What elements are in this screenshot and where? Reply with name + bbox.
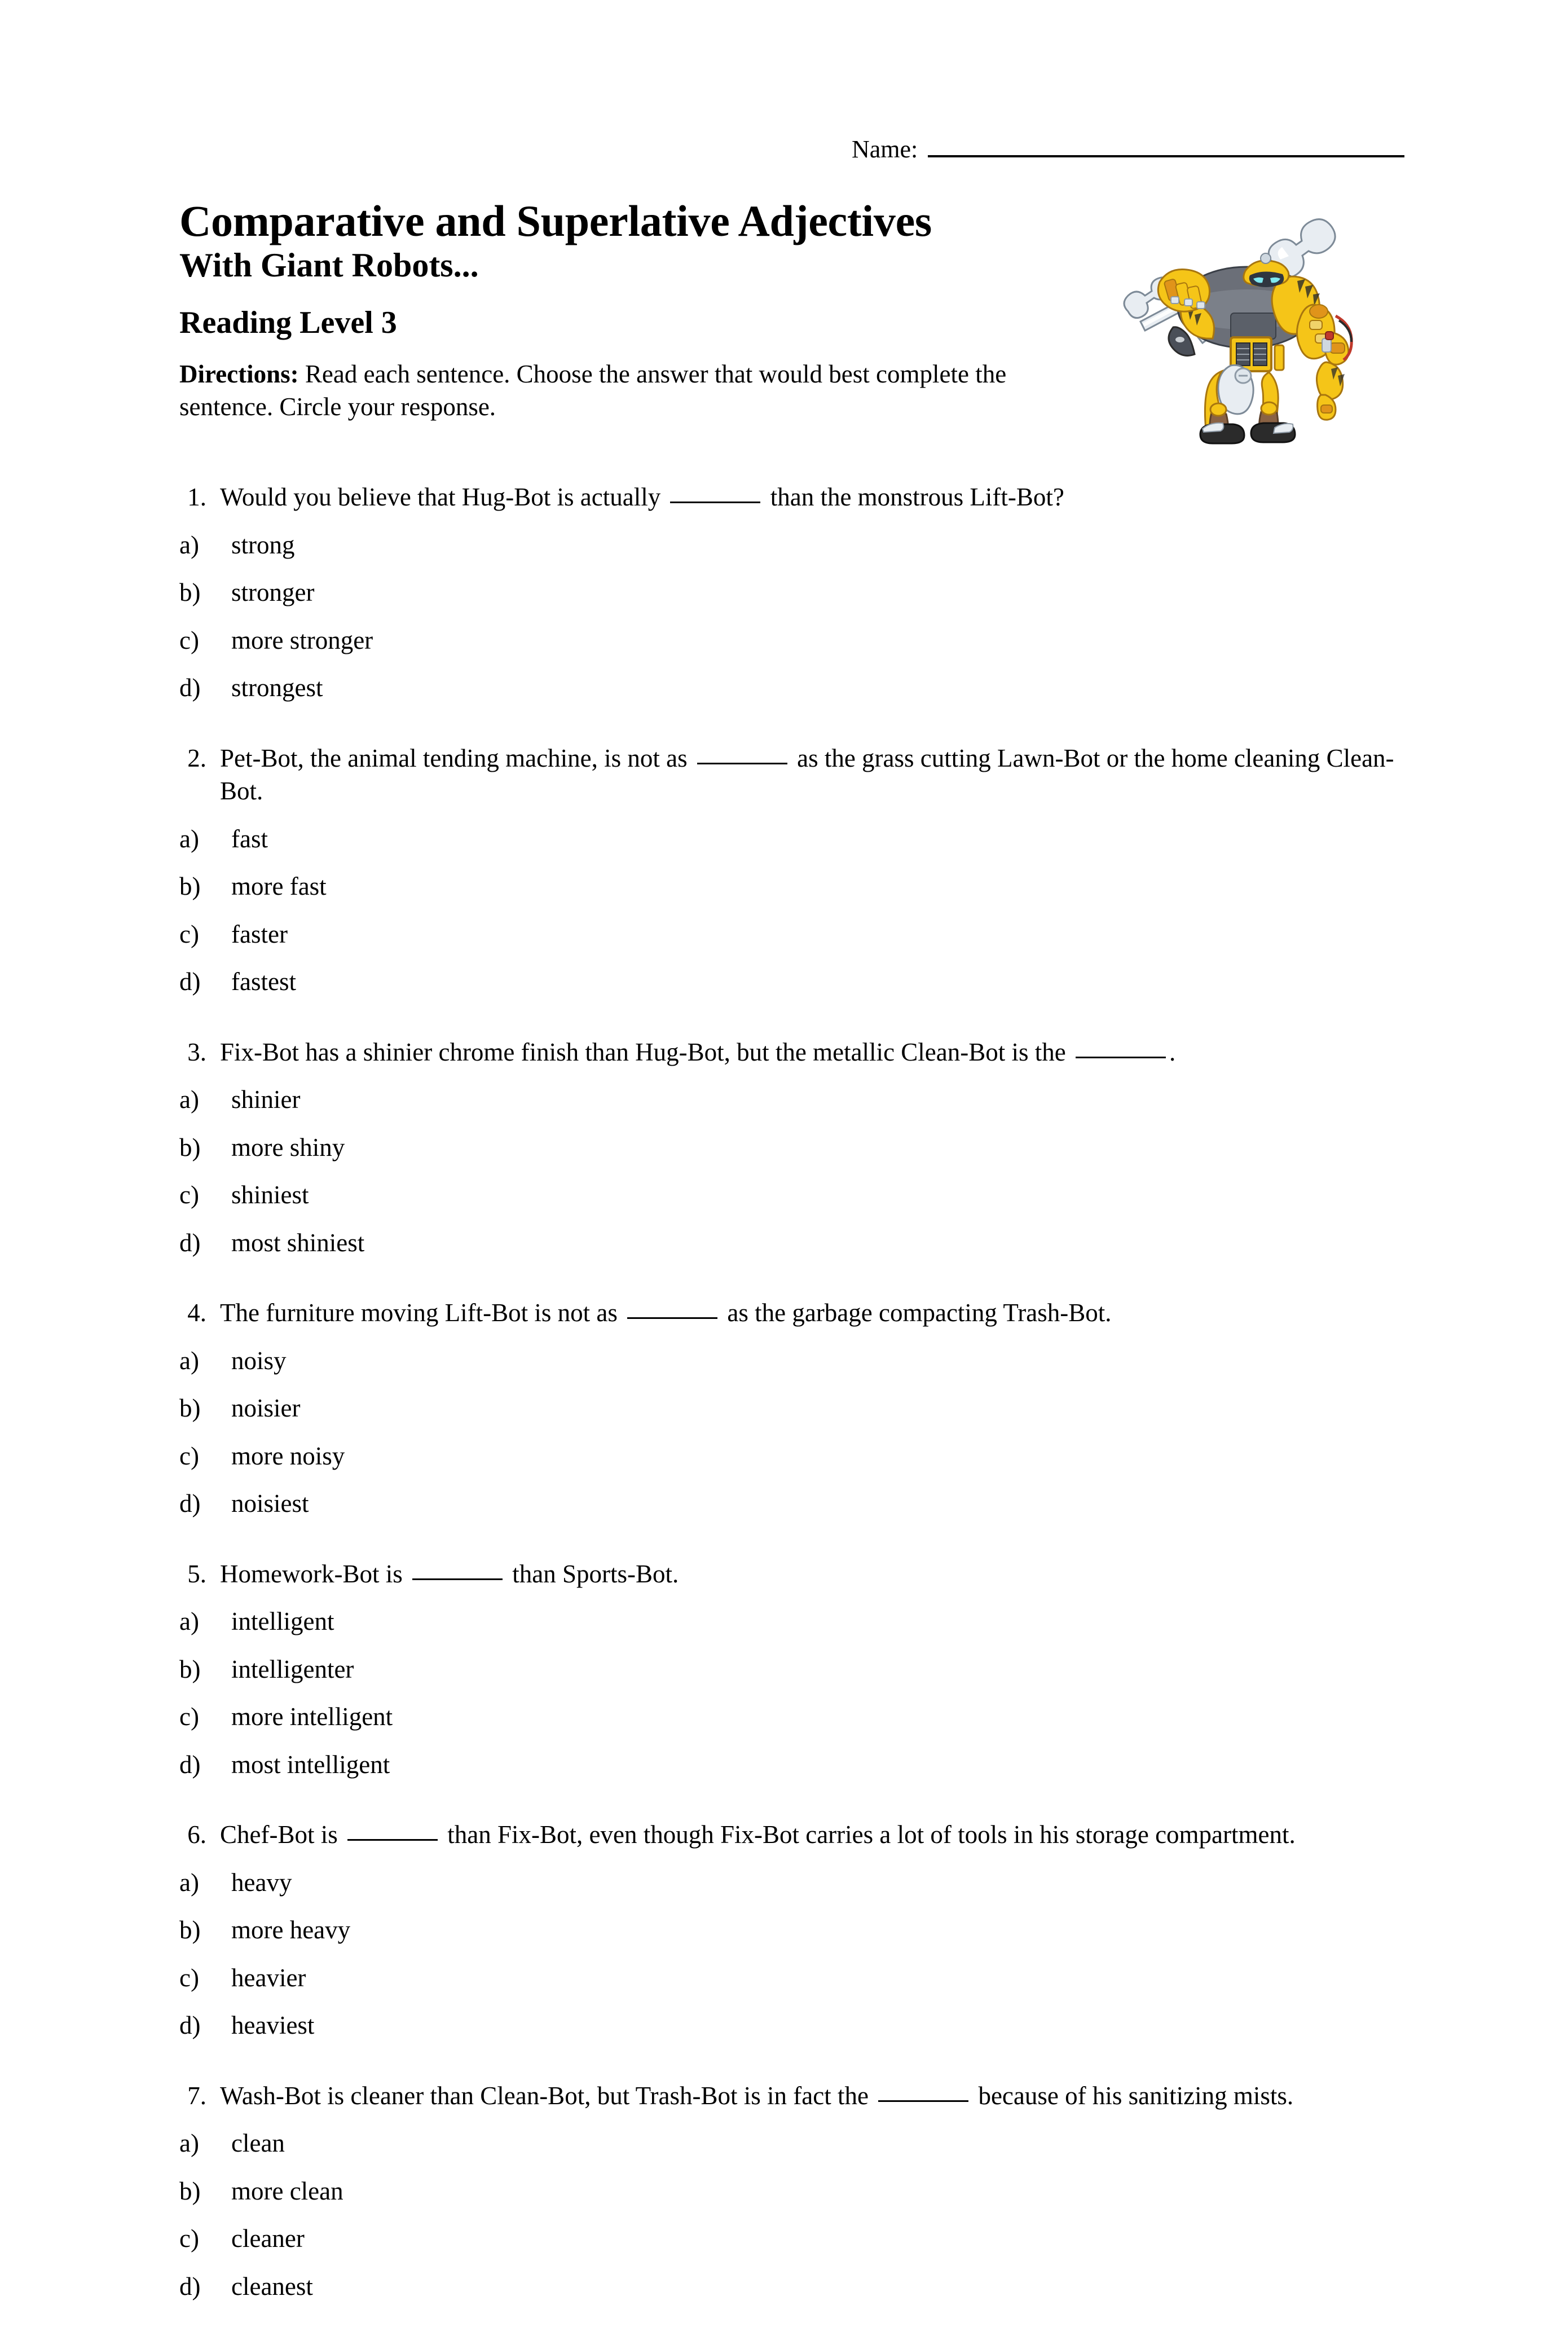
question-text-segment: Homework-Bot is: [220, 1560, 409, 1588]
answer-option[interactable]: [179, 671, 800, 705]
question-text-segment: Pet-Bot, the animal tending machine, is not as: [220, 744, 694, 772]
answer-option[interactable]: [179, 1914, 800, 1947]
question-text-segment: Would you believe that Hug-Bot is actually: [220, 483, 667, 511]
answer-blank[interactable]: [1076, 1057, 1166, 1058]
question-number: 5.: [179, 1558, 220, 1591]
question-number: 6.: [179, 1818, 220, 1851]
question-block: [179, 1818, 1398, 2079]
option-letter: b): [179, 1392, 231, 1425]
answer-option[interactable]: [179, 822, 800, 856]
answer-option[interactable]: [179, 918, 800, 951]
option-letter: d): [179, 2270, 231, 2303]
answer-option[interactable]: [179, 1487, 800, 1520]
answer-option[interactable]: [179, 2127, 800, 2160]
name-label: Name:: [852, 137, 918, 162]
answer-option[interactable]: [179, 1131, 800, 1164]
option-label: stronger: [231, 576, 800, 609]
question-spacer: [179, 719, 1398, 742]
option-label: cleanest: [231, 2270, 800, 2303]
option-label: fastest: [231, 965, 800, 999]
answer-blank[interactable]: [347, 1839, 438, 1841]
option-letter: d): [179, 1748, 231, 1782]
question-text-segment: .: [1169, 1038, 1175, 1066]
option-letter: b): [179, 576, 231, 609]
question-number: 3.: [179, 1036, 220, 1069]
option-label: intelligent: [231, 1605, 800, 1638]
question-block: [179, 2079, 1398, 2340]
answer-options: [179, 1344, 1398, 1535]
question-stem: [179, 1036, 1398, 1069]
answer-blank[interactable]: [670, 502, 760, 503]
question-spacer: [179, 1274, 1398, 1296]
option-letter: c): [179, 1440, 231, 1473]
option-label: noisiest: [231, 1487, 800, 1520]
option-letter: d): [179, 1226, 231, 1260]
question-text-segment: as the garbage compacting Trash-Bot.: [721, 1299, 1111, 1327]
question-text-segment: Wash-Bot is cleaner than Clean-Bot, but Trash-Bot is in fact the: [220, 2082, 875, 2110]
reading-level-label: Reading Level 3: [179, 306, 1127, 341]
answer-option[interactable]: [179, 870, 800, 903]
question-text-segment: because of his sanitizing mists.: [972, 2082, 1293, 2110]
question-number: 4.: [179, 1296, 220, 1330]
answer-options: [179, 822, 1398, 1013]
option-letter: a): [179, 2127, 231, 2160]
option-label: most shiniest: [231, 1226, 800, 1260]
answer-option[interactable]: [179, 1344, 800, 1378]
name-row: [852, 133, 1404, 162]
worksheet-header: [179, 199, 1127, 424]
option-label: strong: [231, 529, 800, 562]
questions-list: [179, 481, 1398, 2340]
question-text: [220, 481, 1398, 514]
directions-paragraph: [179, 358, 1037, 424]
question-number: 2.: [179, 742, 220, 775]
answer-option[interactable]: [179, 1866, 800, 1899]
option-letter: b): [179, 870, 231, 903]
answer-option[interactable]: [179, 2175, 800, 2208]
answer-option[interactable]: [179, 576, 800, 609]
option-label: more heavy: [231, 1914, 800, 1947]
answer-option[interactable]: [179, 2222, 800, 2255]
name-input-blank[interactable]: [928, 133, 1404, 157]
answer-blank[interactable]: [627, 1317, 717, 1319]
question-text: [220, 1818, 1398, 1851]
question-text: [220, 742, 1398, 808]
option-label: intelligenter: [231, 1653, 800, 1686]
question-spacer: [179, 1796, 1398, 1818]
option-label: more clean: [231, 2175, 800, 2208]
answer-option[interactable]: [179, 1605, 800, 1638]
answer-option[interactable]: [179, 1748, 800, 1782]
question-text-segment: as the grass cutting Lawn-Bot or the home cleaning Clean-Bot.: [220, 744, 1394, 806]
answer-option[interactable]: [179, 1392, 800, 1425]
directions-text: Read each sentence. Choose the answer that would best complete the sentence. Circle your response.: [179, 360, 1006, 421]
option-label: cleaner: [231, 2222, 800, 2255]
question-text-segment: Chef-Bot is: [220, 1820, 344, 1849]
question-spacer: [179, 1535, 1398, 1558]
option-label: faster: [231, 918, 800, 951]
robot-left-fist: [1158, 269, 1209, 311]
option-letter: a): [179, 822, 231, 856]
option-letter: c): [179, 1961, 231, 1995]
option-letter: a): [179, 1866, 231, 1899]
option-label: shiniest: [231, 1178, 800, 1212]
directions-label: Directions:: [179, 360, 299, 388]
option-letter: b): [179, 1914, 231, 1947]
answer-option[interactable]: [179, 1226, 800, 1260]
question-text: [220, 1558, 1398, 1591]
option-letter: b): [179, 1653, 231, 1686]
question-spacer: [179, 2057, 1398, 2079]
answer-option[interactable]: [179, 1083, 800, 1116]
answer-option[interactable]: [179, 624, 800, 657]
option-letter: b): [179, 1131, 231, 1164]
answer-option[interactable]: [179, 1961, 800, 1995]
question-block: [179, 1036, 1398, 1297]
answer-options: [179, 1605, 1398, 1796]
option-label: heavy: [231, 1866, 800, 1899]
robot-right-arm: [1297, 305, 1351, 420]
option-label: more stronger: [231, 624, 800, 657]
option-letter: c): [179, 918, 231, 951]
question-stem: [179, 742, 1398, 808]
answer-option[interactable]: [179, 529, 800, 562]
answer-blank[interactable]: [697, 763, 787, 764]
question-spacer: [179, 1013, 1398, 1036]
answer-option[interactable]: [179, 965, 800, 999]
option-letter: a): [179, 529, 231, 562]
answer-options: [179, 1083, 1398, 1274]
question-stem: [179, 1818, 1398, 1851]
option-letter: d): [179, 1487, 231, 1520]
giant-robot-illustration: [1105, 186, 1388, 457]
question-stem: [179, 481, 1398, 514]
question-block: [179, 1558, 1398, 1819]
option-label: most intelligent: [231, 1748, 800, 1782]
question-text: [220, 1036, 1398, 1069]
question-number: 7.: [179, 2079, 220, 2113]
option-letter: a): [179, 1344, 231, 1378]
page-title: Comparative and Superlative Adjectives: [179, 199, 1127, 244]
option-letter: d): [179, 965, 231, 999]
option-letter: c): [179, 1178, 231, 1212]
question-text: [220, 2079, 1398, 2113]
option-label: heaviest: [231, 2009, 800, 2042]
question-text-segment: than the monstrous Lift-Bot?: [764, 483, 1064, 511]
option-label: heavier: [231, 1961, 800, 1995]
answer-options: [179, 2127, 1398, 2317]
answer-option[interactable]: [179, 2009, 800, 2042]
option-label: more intelligent: [231, 1700, 800, 1734]
option-letter: b): [179, 2175, 231, 2208]
question-text: [220, 1296, 1398, 1330]
answer-blank[interactable]: [412, 1578, 503, 1580]
option-label: noisy: [231, 1344, 800, 1378]
question-text-segment: than Sports-Bot.: [506, 1560, 679, 1588]
answer-blank[interactable]: [878, 2100, 968, 2102]
answer-option[interactable]: [179, 2270, 800, 2303]
answer-option[interactable]: [179, 1178, 800, 1212]
question-stem: [179, 1296, 1398, 1330]
option-letter: c): [179, 624, 231, 657]
option-label: more noisy: [231, 1440, 800, 1473]
answer-option[interactable]: [179, 1700, 800, 1734]
option-label: shinier: [231, 1083, 800, 1116]
option-letter: a): [179, 1605, 231, 1638]
answer-options: [179, 1866, 1398, 2057]
question-text-segment: Fix-Bot has a shinier chrome finish than Hug-Bot, but the metallic Clean-Bot is the: [220, 1038, 1072, 1066]
option-letter: d): [179, 2009, 231, 2042]
option-letter: c): [179, 2222, 231, 2255]
answer-options: [179, 529, 1398, 719]
answer-option[interactable]: [179, 1440, 800, 1473]
option-letter: c): [179, 1700, 231, 1734]
option-label: fast: [231, 822, 800, 856]
option-letter: d): [179, 671, 231, 705]
question-text-segment: than Fix-Bot, even though Fix-Bot carries a lot of tools in his storage compartment.: [441, 1820, 1296, 1849]
question-block: [179, 481, 1398, 742]
question-stem: [179, 2079, 1398, 2113]
question-text-segment: The furniture moving Lift-Bot is not as: [220, 1299, 624, 1327]
page-subtitle: With Giant Robots...: [179, 247, 1127, 284]
option-label: noisier: [231, 1392, 800, 1425]
option-label: clean: [231, 2127, 800, 2160]
option-label: more shiny: [231, 1131, 800, 1164]
robot-legs: [1200, 365, 1295, 443]
question-number: 1.: [179, 481, 220, 514]
option-label: more fast: [231, 870, 800, 903]
question-stem: [179, 1558, 1398, 1591]
option-letter: a): [179, 1083, 231, 1116]
question-block: [179, 1296, 1398, 1558]
option-label: strongest: [231, 671, 800, 705]
question-spacer: [179, 2317, 1398, 2340]
question-block: [179, 742, 1398, 1036]
answer-option[interactable]: [179, 1653, 800, 1686]
